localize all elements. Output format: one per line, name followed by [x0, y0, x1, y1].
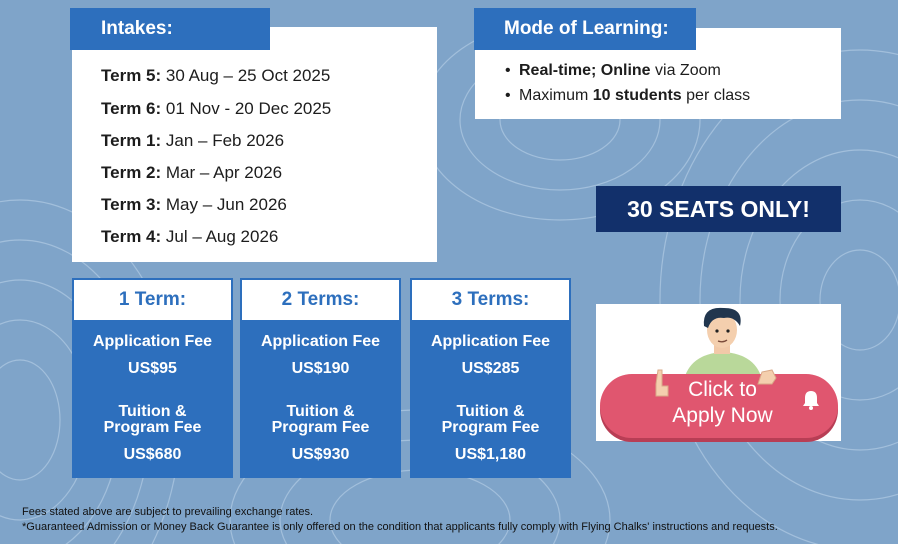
- mode-line-realtime: • Real-time; Online via Zoom: [505, 62, 721, 79]
- fee-column-3-terms: [410, 278, 571, 478]
- fee-heading: 2 Terms:: [240, 278, 401, 322]
- bullet-icon: •: [505, 62, 511, 79]
- seats-banner: 30 SEATS ONLY!: [596, 186, 841, 232]
- term-3-line: Term 3: May – Jun 2026: [101, 195, 287, 214]
- footer-exchange-note: Fees stated above are subject to prevailing exchange rates.: [22, 506, 314, 518]
- mode-heading: Mode of Learning:: [474, 8, 696, 50]
- term-1-line: Term 1: Jan – Feb 2026: [101, 131, 285, 150]
- fee-column-1-term: [72, 278, 233, 478]
- fee-column-2-terms: [240, 278, 401, 478]
- term-2-line: Term 2: Mar – Apr 2026: [101, 163, 283, 182]
- application-fee-value: US$95: [128, 360, 177, 377]
- apply-line2: Apply Now: [672, 404, 773, 427]
- term-4-line: Term 4: Jul – Aug 2026: [101, 227, 279, 246]
- bell-icon: [801, 389, 821, 411]
- application-fee-label: Application Fee: [260, 333, 381, 350]
- tuition-label-line2: Program Fee: [271, 419, 370, 436]
- tuition-fee-value: US$930: [291, 446, 350, 463]
- footer-guarantee-note: *Guaranteed Admission or Money Back Guarantee is only offered on the condition that applicants fully comply with Flying Chalks' instructions and requests.: [22, 521, 778, 533]
- bullet-icon: •: [505, 87, 511, 104]
- fee-heading: 1 Term:: [72, 278, 233, 322]
- tuition-fee-value: US$1,180: [454, 446, 527, 463]
- term-6-line: Term 6: 01 Nov - 20 Dec 2025: [101, 99, 332, 118]
- tuition-label-line2: Program Fee: [441, 419, 540, 436]
- application-fee-label: Application Fee: [92, 333, 213, 350]
- tuition-label-line1: Tuition &: [286, 403, 355, 420]
- application-fee-value: US$285: [461, 360, 520, 377]
- tuition-label-line2: Program Fee: [103, 419, 202, 436]
- term-5-line: Term 5: 30 Aug – 25 Oct 2025: [101, 66, 331, 85]
- mode-line-max-students: • Maximum 10 students per class: [505, 87, 751, 104]
- intakes-heading: Intakes:: [70, 8, 270, 50]
- tuition-fee-value: US$680: [123, 446, 182, 463]
- fee-heading: 3 Terms:: [410, 278, 571, 322]
- application-fee-value: US$190: [291, 360, 350, 377]
- tuition-label-line1: Tuition &: [118, 403, 187, 420]
- apply-line1: Click to: [688, 378, 757, 401]
- application-fee-label: Application Fee: [430, 333, 551, 350]
- tuition-label-line1: Tuition &: [456, 403, 525, 420]
